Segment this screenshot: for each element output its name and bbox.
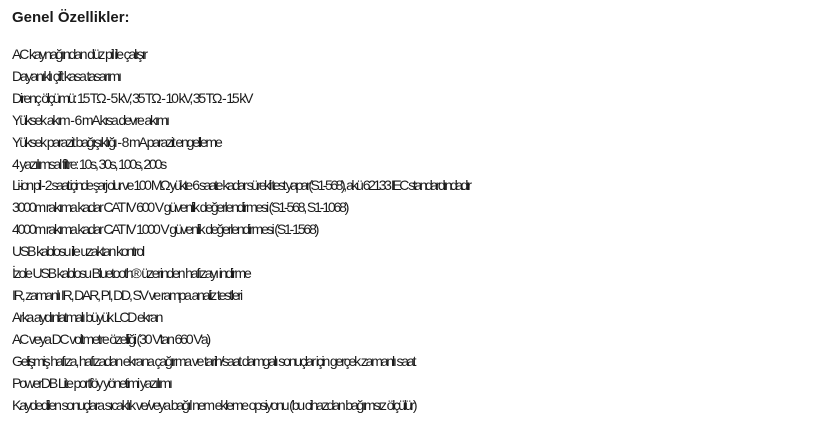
feature-item: Dayanıklı çift kasa tasarımı	[12, 67, 120, 84]
feature-item: 4 yazılımsal filtre: 10s, 30s, 100s, 200s	[12, 155, 166, 172]
feature-item: Kaydedilen sonuçlara sıcaklık ve/veya bağıl nem ekleme opsiyonu (bu cihazdan bağımsız ölçülür)	[12, 396, 416, 413]
feature-item: Li-ion pil - 2 saat içinde şarj olur ve 100 MΩ yükte 6 saate kadar sürekli test yapar(S1-568), akü 62133 IEC standardındadır	[12, 177, 470, 194]
feature-item: PowerDB Lite portföy yönetimi yazılımı	[12, 374, 171, 391]
feature-item: İzole USB kablosu Bluetooth® üzerinden hafızayı indirme	[12, 265, 250, 282]
feature-item: Direnç ölçümü: 15 TΩ - 5 kV, 35 TΩ - 10 kV, 35 TΩ - 15 kV	[12, 89, 252, 106]
section-heading: Genel Özellikler:	[12, 9, 130, 26]
feature-list	[12, 44, 824, 416]
feature-item: Arka aydınlatmalı büyük LCD ekran	[12, 308, 162, 325]
feature-item: IR, zamanlı IR, DAR, PI, DD, SV ve rampa analiz testleri	[12, 286, 241, 303]
feature-item: 3000m rakıma kadar CAT IV 600 V güvenlik değerlendirmesi (S1-568, S1-1068)	[12, 199, 348, 216]
feature-item: USB kablosu ile uzaktan kontrol	[12, 243, 144, 260]
feature-item: Yüksek parazit bağışıklığı - 8 mA parazit engelleme	[12, 133, 221, 150]
feature-item: AC veya DC voltmetre özelliği (30 V'tan 660 V'a)	[12, 330, 210, 347]
feature-item: 4000m rakıma kadar CAT IV 1000 V güvenlik değerlendirmesi (S1-1568)	[12, 221, 318, 238]
feature-item: Yüksek akım - 6 mA kısa devre akımı	[12, 111, 168, 128]
features-section	[12, 8, 824, 416]
feature-item: Gelişmiş hafıza, hafızadan ekrana çağırma ve tarih/saat damgalı sonuçlar için gerçek zamanlı saat	[12, 352, 415, 369]
feature-item: AC kaynağından düz pil ile çalışır	[12, 46, 146, 62]
